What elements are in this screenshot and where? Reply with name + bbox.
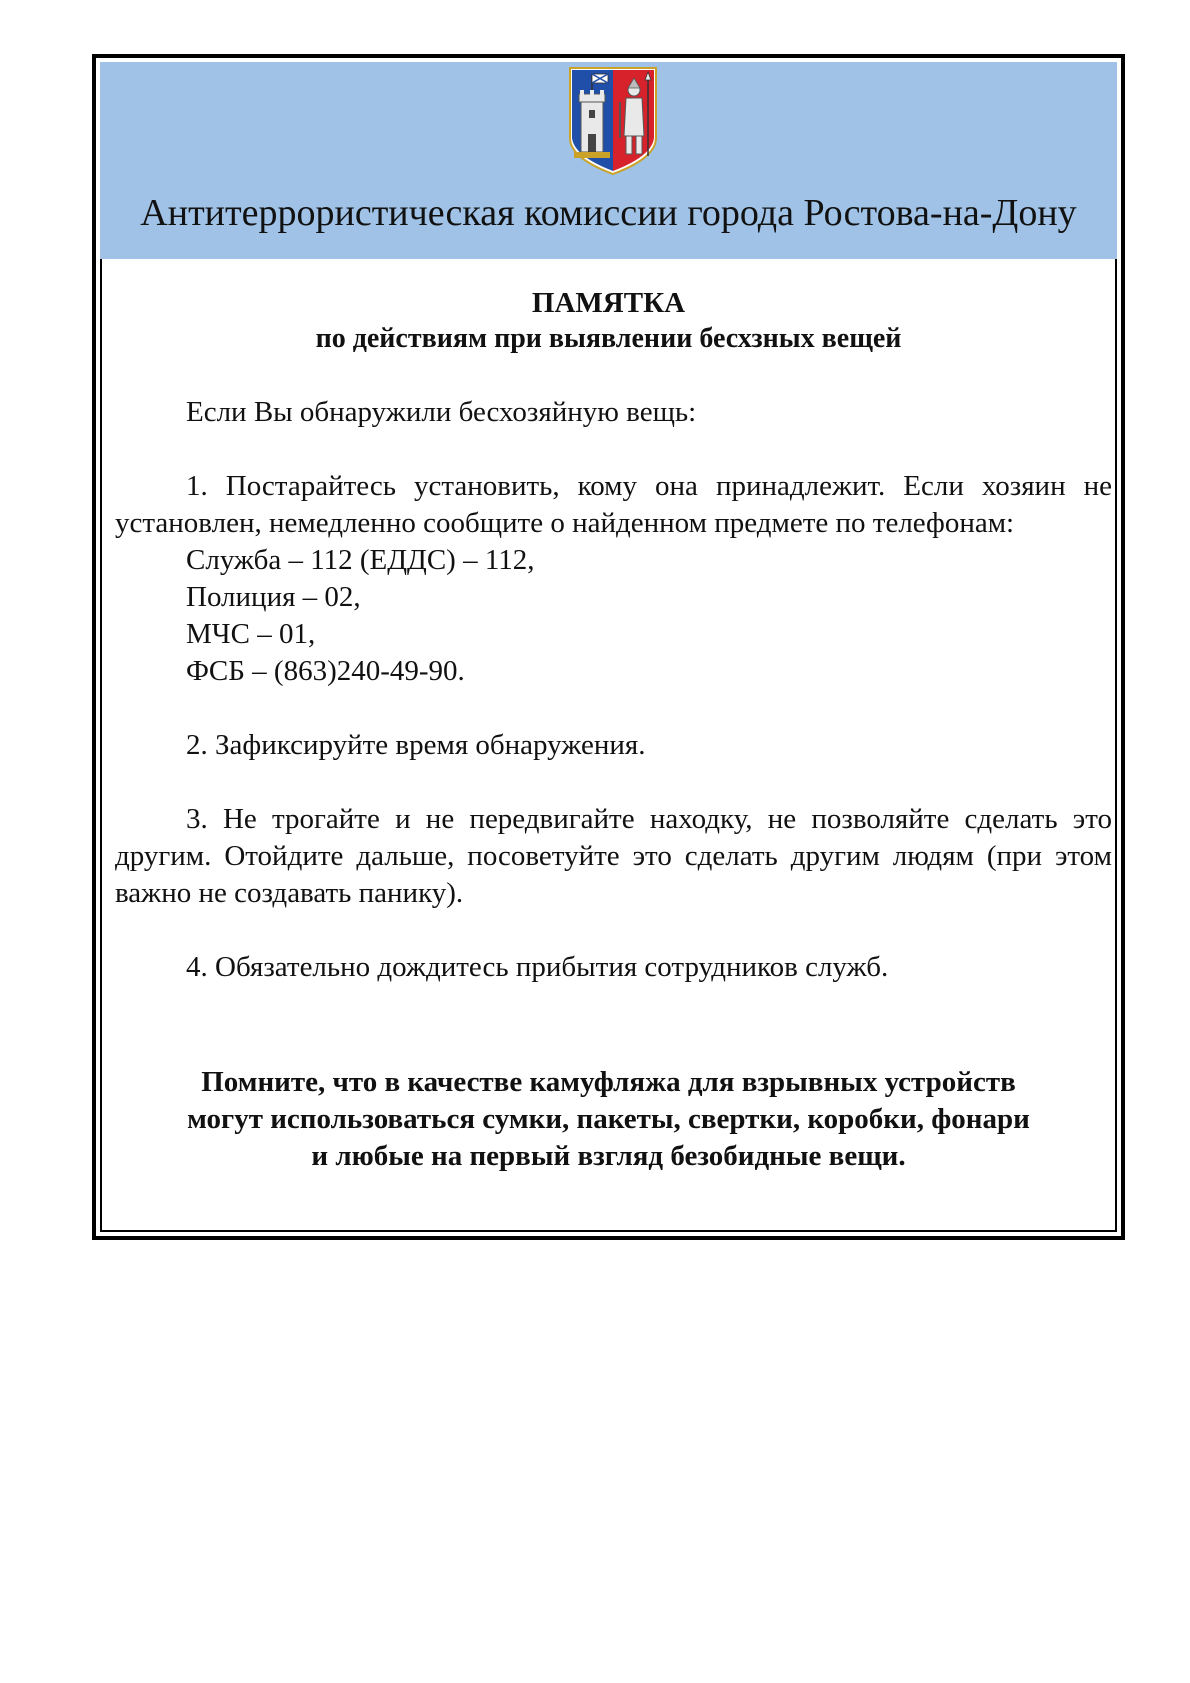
step-1-paragraph: 1. Постарайтесь установить, кому она принадлежит. Если хозяин не установлен, немедленно сообщите о найденном предмете по телефонам: — [115, 470, 1112, 539]
intro-paragraph: Если Вы обнаружили бесхозяйную вещь: — [186, 396, 697, 428]
organization-title: Антитеррористическая комиссии города Ростова-на-Дону — [140, 192, 1077, 234]
phone-line: ФСБ – (863)240-49-90. — [186, 655, 465, 687]
coat-of-arms-icon — [568, 66, 658, 176]
warning-line: Помните, что в качестве камуфляжа для взрывных устройств — [201, 1066, 1016, 1098]
memo-title: ПАМЯТКА — [531, 287, 686, 319]
warning-block — [100, 1064, 1117, 1175]
step-2-paragraph: 2. Зафиксируйте время обнаружения. — [186, 729, 646, 761]
memo-content — [115, 394, 1112, 986]
step-4-paragraph: 4. Обязательно дождитесь прибытия сотрудников служб. — [186, 951, 889, 983]
phone-line: Полиция – 02, — [186, 581, 361, 613]
warning-line: могут использоваться сумки, пакеты, свертки, коробки, фонари — [187, 1103, 1030, 1135]
warning-line: и любые на первый взгляд безобидные вещи. — [311, 1140, 906, 1172]
phone-line: Служба – 112 (ЕДДС) – 112, — [186, 544, 535, 576]
memo-subtitle: по действиям при выявлении бесхзных вещей — [315, 323, 902, 354]
phone-line: МЧС – 01, — [186, 618, 316, 650]
step-3-paragraph: 3. Не трогайте и не передвигайте находку, не позволяйте сделать это другим. Отойдите дальше, посоветуйте это сделать другим людям (при этом важно не создавать панику). — [115, 803, 1112, 909]
